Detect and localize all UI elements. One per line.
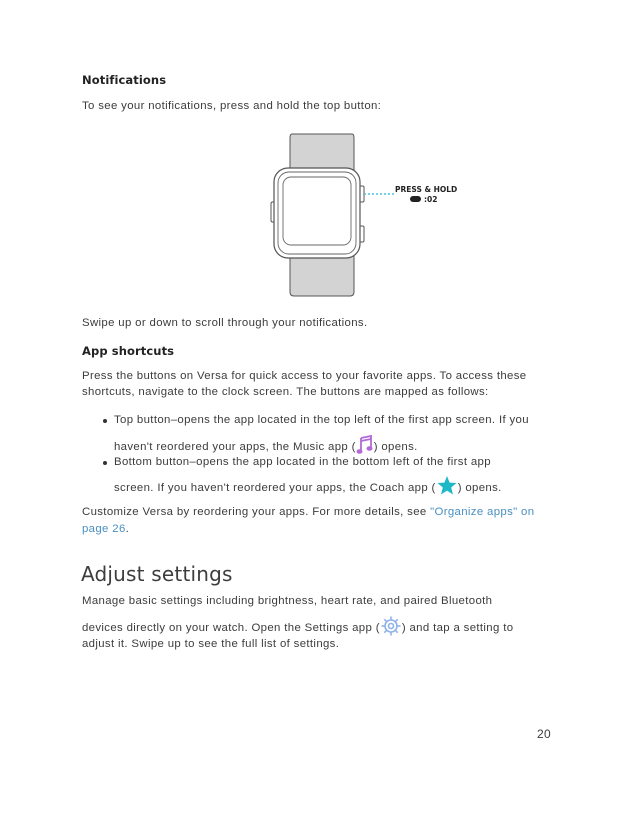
bullet1-text-a: haven't reordered your apps, the Music app ( xyxy=(114,441,356,453)
page-26-link[interactable]: page 26 xyxy=(82,523,126,535)
customize-period: . xyxy=(125,523,130,535)
organize-apps-link[interactable]: "Organize apps" on xyxy=(430,506,535,518)
bullet2-text-b: ) opens. xyxy=(457,482,502,494)
watch-drawing xyxy=(262,130,482,300)
bullet-dot xyxy=(103,461,107,465)
shortcuts-para-line2: shortcuts, navigate to the clock screen. The buttons are mapped as follows: xyxy=(82,386,489,398)
bullet1-line1: Top button–opens the app located in the top left of the first app screen. If you xyxy=(114,414,529,426)
hold-duration-label: :02 xyxy=(424,195,438,204)
notifications-intro: To see your notifications, press and hold the top button: xyxy=(82,100,382,112)
notifications-heading: Notifications xyxy=(82,73,167,87)
settings-text-b: ) and tap a setting to xyxy=(401,622,514,634)
customize-line2 xyxy=(82,520,129,538)
bullet2-line2 xyxy=(114,475,502,503)
customize-line1 xyxy=(82,503,534,521)
bullet2-text-a: screen. If you haven't reordered your apps, the Coach app ( xyxy=(114,482,436,494)
customize-text: Customize Versa by reordering your apps. For more details, see xyxy=(82,506,431,518)
bullet-dot xyxy=(103,419,107,423)
settings-line3: adjust it. Swipe up to see the full list of settings. xyxy=(82,638,340,650)
swipe-instruction: Swipe up or down to scroll through your notifications. xyxy=(82,317,368,329)
bullet2-line1: Bottom button–opens the app located in the bottom left of the first app xyxy=(114,456,491,468)
app-shortcuts-heading: App shortcuts xyxy=(82,344,175,358)
gear-icon xyxy=(380,615,402,643)
settings-text-a: devices directly on your watch. Open the Settings app ( xyxy=(82,622,380,634)
star-icon xyxy=(436,475,458,503)
press-hold-label: PRESS & HOLD xyxy=(395,185,458,194)
watch-illustration xyxy=(262,130,482,300)
adjust-settings-heading: Adjust settings xyxy=(81,562,233,586)
page-number: 20 xyxy=(537,727,552,741)
settings-line1: Manage basic settings including brightness, heart rate, and paired Bluetooth xyxy=(82,595,493,607)
shortcuts-para-line1: Press the buttons on Versa for quick access to your favorite apps. To access these xyxy=(82,370,527,382)
bullet1-text-b: ) opens. xyxy=(373,441,418,453)
